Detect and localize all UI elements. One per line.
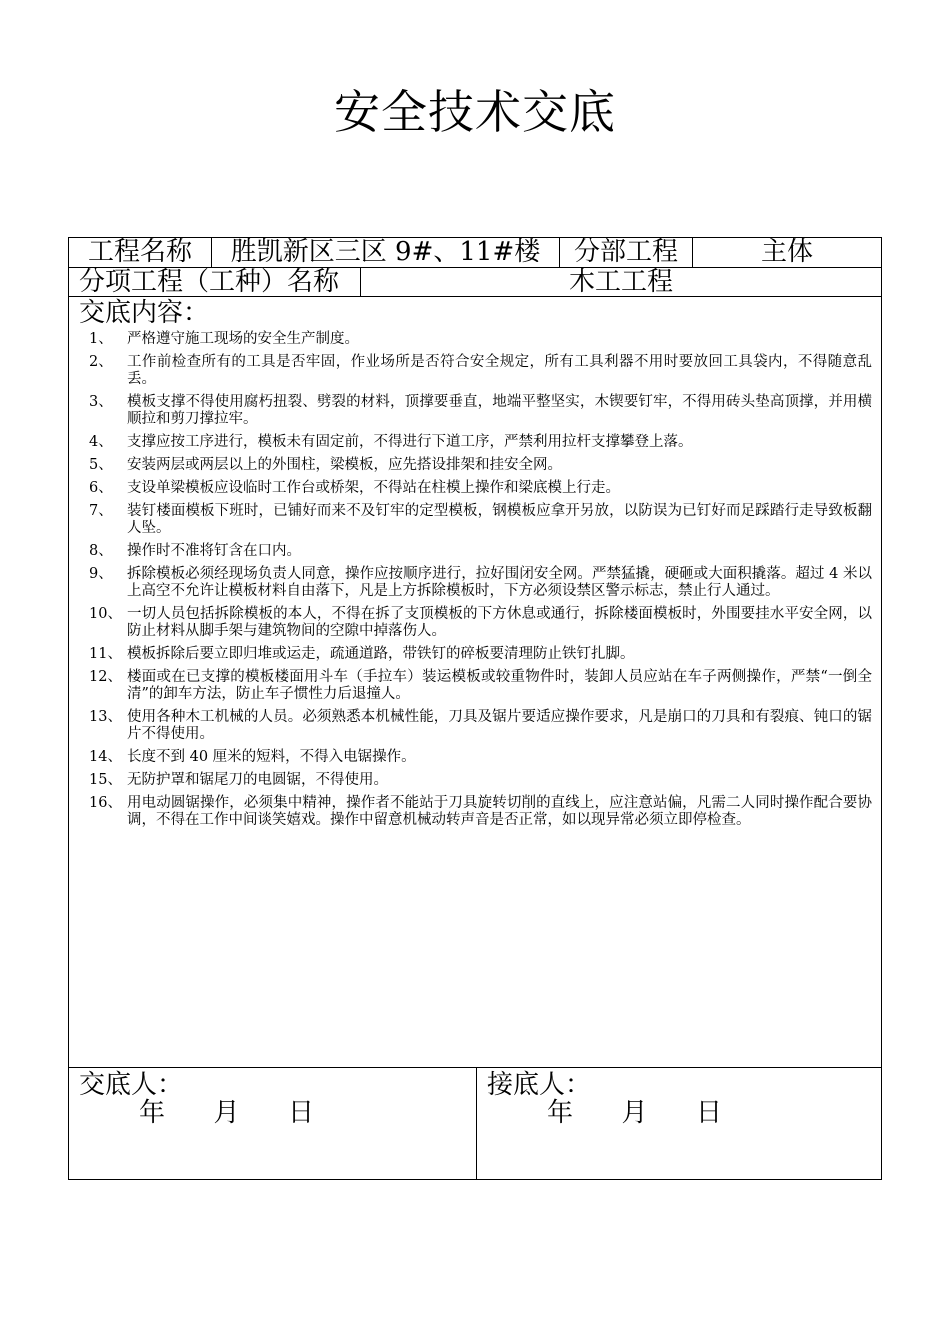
project-row — [69, 238, 881, 268]
list-item — [69, 434, 881, 451]
list-item — [69, 606, 881, 640]
item-text: 安装两层或两层以上的外围柱，梁模板，应先搭设排架和挂安全网。 — [127, 457, 562, 473]
item-text: 使用各种木工机械的人员。必须熟悉本机械性能，刀具及锯片要适应操作要求，凡是崩口的刀具和有裂痕、钝口的锯片不得使用。 — [127, 709, 872, 742]
item-number: 6、 — [89, 480, 113, 496]
item-text: 一切人员包括拆除模板的本人，不得在拆了支顶模板的下方休息或通行，拆除楼面模板时，外围要挂水平安全网，以防止材料从脚手架与建筑物间的空隙中掉落伤人。 — [127, 606, 872, 639]
content-label: 交底内容： — [79, 298, 210, 328]
item-number: 13、 — [89, 709, 122, 725]
list-item — [69, 543, 881, 560]
list-item — [69, 646, 881, 663]
project-name-value: 胜凯新区三区 9#、11#楼 — [212, 238, 560, 267]
item-text: 长度不到 40 厘米的短料，不得入电锯操作。 — [127, 749, 416, 765]
list-item — [69, 394, 881, 428]
giver-signature-cell — [69, 1068, 477, 1179]
receiver-signature-cell — [477, 1068, 881, 1179]
giver-date: 年 月 日 — [139, 1098, 315, 1128]
item-text: 装钉楼面模板下班时，已铺好而来不及钉牢的定型模板，钢模板应拿开另放，以防误为已钉好而足踩踏行走导致板翻人坠。 — [127, 503, 872, 536]
giver-label: 交底人： — [79, 1070, 184, 1100]
subitem-value: 木工工程 — [568, 268, 673, 296]
item-number: 4、 — [89, 434, 113, 450]
item-number: 16、 — [89, 795, 122, 811]
list-item — [69, 566, 881, 600]
item-number: 9、 — [89, 566, 113, 582]
item-number: 2、 — [89, 354, 113, 370]
item-number: 5、 — [89, 457, 113, 473]
page-title: 安全技术交底 — [334, 85, 616, 139]
item-text: 严格遵守施工现场的安全生产制度。 — [127, 331, 359, 347]
list-item — [69, 772, 881, 789]
division-label: 分部工程 — [560, 238, 693, 267]
disclosure-items — [69, 331, 881, 835]
item-text: 拆除模板必须经现场负责人同意，操作应按顺序进行，拉好围闭安全网。严禁猛撬，硬砸或大面积撬落。超过 4 米以上高空不允许让模板材料自由落下，凡是上方拆除模板时，下方必须设禁区警示标志，禁止行人通过。 — [127, 566, 872, 599]
list-item — [69, 331, 881, 348]
item-text: 工作前检查所有的工具是否牢固，作业场所是否符合安全规定，所有工具利器不用时要放回工具袋内，不得随意乱丢。 — [127, 354, 872, 387]
item-number: 8、 — [89, 543, 113, 559]
item-number: 11、 — [89, 646, 122, 662]
item-number: 10、 — [89, 606, 122, 622]
item-number: 7、 — [89, 503, 113, 519]
list-item — [69, 709, 881, 743]
list-item — [69, 795, 881, 829]
list-item — [69, 503, 881, 537]
project-name-label: 工程名称 — [69, 238, 212, 267]
subitem-row — [69, 268, 881, 297]
list-item — [69, 749, 881, 766]
item-text: 支设单梁模板应设临时工作台或桥架，不得站在柱模上操作和梁底模上行走。 — [127, 480, 620, 496]
item-text: 无防护罩和锯尾刀的电圆锯，不得使用。 — [127, 772, 388, 788]
disclosure-form — [68, 237, 882, 1180]
item-text: 模板支撑不得使用腐朽扭裂、劈裂的材料，顶撑要垂直，地端平整坚实，木锲要钉牢，不得用砖头垫高顶撑，并用横顺拉和剪刀撑拉牢。 — [127, 394, 872, 427]
list-item — [69, 457, 881, 474]
item-number: 1、 — [89, 331, 113, 347]
item-number: 14、 — [89, 749, 122, 765]
list-item — [69, 354, 881, 388]
item-text: 支撑应按工序进行，模板未有固定前，不得进行下道工序，严禁利用拉杆支撑攀登上落。 — [127, 434, 693, 450]
list-item — [69, 480, 881, 497]
list-item — [69, 669, 881, 703]
division-value: 主体 — [760, 238, 813, 267]
item-number: 15、 — [89, 772, 122, 788]
item-text: 用电动圆锯操作，必须集中精神，操作者不能站于刀具旋转切削的直线上，应注意站偏，凡需二人同时操作配合要协调，不得在工作中间谈笑嬉戏。操作中留意机械动转声音是否正常，如以现异常必须立即停检查。 — [127, 795, 872, 828]
subitem-label: 分项工程（工种）名称 — [69, 268, 361, 296]
item-number: 3、 — [89, 394, 113, 410]
item-text: 模板拆除后要立即归堆或运走，疏通道路，带铁钉的碎板要清理防止铁钉扎脚。 — [127, 646, 635, 662]
disclosure-content — [69, 297, 881, 1068]
item-text: 楼面或在已支撑的模板楼面用斗车（手拉车）装运模板或较重物件时，装卸人员应站在车子两侧操作，严禁“一倒全清”的卸车方法，防止车子惯性力后退撞人。 — [127, 669, 872, 702]
item-number: 12、 — [89, 669, 122, 685]
item-text: 操作时不准将钉含在口内。 — [127, 543, 301, 559]
receiver-label: 接底人： — [487, 1070, 592, 1100]
receiver-date: 年 月 日 — [547, 1098, 723, 1128]
